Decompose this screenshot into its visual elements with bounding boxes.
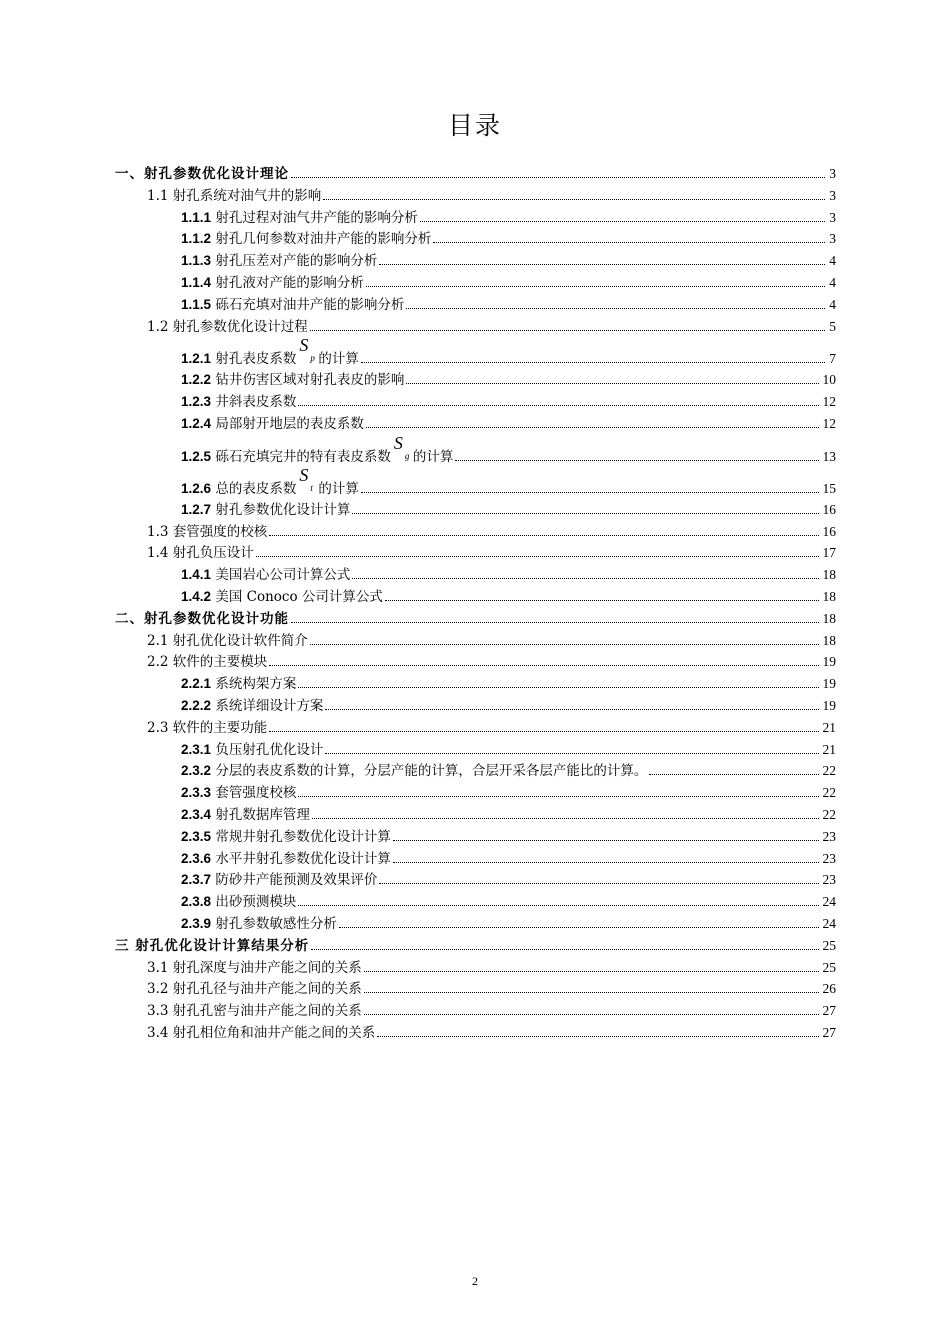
toc-page-number: 10 [822,372,836,388]
toc-entry-title [181,868,377,890]
toc-entry[interactable] [181,337,836,369]
dot-leader [379,264,825,265]
toc-entry-title [181,368,404,390]
math-symbol-base: S [393,432,403,453]
dot-leader [406,383,818,384]
toc-entry-title [181,672,296,694]
toc-entry-title [181,912,337,934]
page-number: 2 [472,1274,478,1288]
toc-entry-label: 3.2 射孔孔径与油井产能之间的关系 [147,981,362,998]
toc-entry[interactable] [147,630,836,651]
toc-entry-title [147,956,362,978]
toc-page-number: 27 [822,1025,836,1040]
toc-entry[interactable] [181,564,836,585]
toc-page-number: 4 [829,253,836,269]
toc-entry-title [181,271,364,293]
toc-entry[interactable] [181,207,836,228]
toc-page-number: 18 [822,567,836,583]
toc-entry-title [147,650,267,672]
toc-entry[interactable] [181,250,836,271]
toc-entry[interactable] [115,608,836,629]
dot-leader [339,927,819,928]
toc-entry[interactable] [181,499,836,520]
toc-page-number: 25 [822,959,836,975]
toc-entry[interactable] [181,804,836,825]
toc-page-number: 23 [822,850,836,866]
toc-page-number: 23 [822,828,836,844]
toc-section-number: 1.2.6 [181,480,212,496]
toc-section-number: 1.1.4 [181,275,212,290]
toc-entry-label: 常规井射孔参数优化设计计算 [215,828,391,845]
toc-section-number: 2.3.9 [181,916,212,931]
toc-entry-label: 系统详细设计方案 [215,698,324,714]
toc-entry-label: 水平井射孔参数优化设计计算 [215,850,391,867]
toc-entry-title [181,694,323,716]
toc-entry-label: 3.1 射孔深度与油井产能之间的关系 [147,959,362,976]
toc-entry-label: 1.1 射孔系统对油气井的影响 [147,187,322,204]
toc-section-number: 1.2.3 [181,394,212,410]
dot-leader [364,971,819,972]
toc-entry-label: 射孔数据库管理 [215,807,310,823]
dot-leader [312,818,819,819]
toc-entry[interactable] [181,782,836,803]
toc-entry-label: 射孔过程对油气井产能的影响分析 [215,209,418,226]
toc-section-number: 2.3.8 [181,894,212,910]
toc-entry-title [115,607,289,629]
toc-entry-title [181,803,310,825]
toc-section-number: 2.3.6 [181,850,212,866]
toc-page-number: 3 [829,187,836,203]
dot-leader [298,905,818,906]
toc-entry[interactable] [181,586,836,607]
toc-entry-title [181,498,350,520]
dot-leader [379,883,818,884]
toc-entry-title [181,464,359,499]
toc-entry-label: 砾石充填完井的特有表皮系数 [215,448,391,465]
toc-entry[interactable] [181,826,836,847]
toc-entry[interactable] [147,521,836,542]
toc-entry-title [181,585,383,607]
dot-leader [361,492,819,493]
toc-entry[interactable] [147,316,836,337]
toc-entry-label: 2.3 软件的主要功能 [147,719,268,736]
toc-section-number: 2.2.2 [181,698,212,713]
toc-entry-title [115,162,289,184]
toc-entry[interactable] [181,228,836,249]
toc-section-number: 1.1.3 [181,253,212,269]
toc-entry-label: 局部射开地层的表皮系数 [215,416,364,432]
toc-page-number: 22 [822,763,836,779]
toc-entry-title [181,390,296,412]
toc-page-number: 19 [822,676,836,692]
toc-entry[interactable] [181,739,836,760]
toc-entry-label: 2.1 射孔优化设计软件简介 [147,632,308,649]
toc-entry-label: 井斜表皮系数 [215,394,297,411]
toc-page-number: 22 [822,785,836,801]
dot-leader [366,286,825,287]
toc-page-number: 21 [822,741,836,757]
toc-page-number: 12 [822,416,836,431]
dot-leader [256,556,819,557]
toc-entry[interactable] [181,673,836,694]
toc-entry-label: 射孔表皮系数 [215,351,297,368]
dot-leader [291,177,825,178]
toc-page-number: 19 [822,654,836,670]
toc-section-number: 2.3.1 [181,741,212,757]
dot-leader [291,622,819,623]
toc-entry[interactable] [147,185,836,206]
dot-leader [311,949,818,950]
dot-leader [310,330,825,331]
toc-entry-label: 1.2 射孔参数优化设计过程 [147,318,308,335]
dot-leader [310,644,819,645]
toc-entry-title [181,337,359,369]
toc-entry-label: 三 射孔优化设计计算结果分析 [115,937,310,954]
toc-entry-title [181,206,418,228]
dot-leader [325,753,818,754]
toc-entry-label: 美国岩心公司计算公式 [215,567,351,584]
toc-entry-label: 系统构架方案 [215,676,297,693]
toc-section-number: 1.2.2 [181,372,212,388]
toc-entry[interactable] [147,1000,836,1021]
toc-entry-label: 防砂井产能预测及效果评价 [215,872,378,889]
dot-leader [269,535,818,536]
dot-leader [325,709,818,710]
dot-leader [364,1014,819,1015]
toc-entry-label-suffix: 的计算 [318,480,359,497]
toc-entry[interactable] [147,542,836,563]
math-symbol [296,464,318,497]
toc-page-number: 3 [829,166,836,181]
toc-entry-title [147,520,267,542]
dot-leader [385,600,819,601]
toc-entry-label: 钻井伤害区域对射孔表皮的影响 [215,372,405,389]
toc-entry[interactable] [147,717,836,738]
toc-entry-label-suffix: 的计算 [318,351,359,368]
math-symbol-subscript: g [404,450,410,461]
toc-entry-label-suffix: 的计算 [412,448,454,465]
toc-entry-title [181,432,454,467]
toc-page-number: 25 [822,937,836,953]
toc-entry[interactable] [147,978,836,999]
toc-entry-label: 分层的表皮系数的计算，分层产能的计算，合层开采各层产能比的计算。 [215,763,648,780]
toc-section-number: 1.2.4 [181,416,212,431]
toc-page-number: 15 [822,480,836,496]
toc-entry-label: 2.2 软件的主要模块 [147,654,268,671]
toc-entry[interactable] [147,957,836,978]
dot-leader [366,427,819,428]
toc-entry-title [147,716,267,738]
math-symbol-base: S [299,335,309,356]
dot-leader [649,774,818,775]
toc-entry-label: 一、射孔参数优化设计理论 [115,166,289,182]
toc-entry-label: 射孔液对产能的影响分析 [215,275,364,291]
dot-leader [269,731,818,732]
toc-page-number: 16 [822,501,836,517]
dot-leader [433,242,825,243]
toc-page-number: 24 [822,894,836,910]
toc-entry-title [181,227,431,249]
toc-entry-title [147,184,321,206]
toc-entry-label: 射孔压差对产能的影响分析 [215,253,378,270]
toc-page-number: 22 [822,807,836,822]
toc-page-number: 4 [829,275,836,290]
toc-entry-title [181,563,350,585]
dot-leader [406,308,825,309]
toc-page-number: 12 [822,394,836,410]
toc-entry-title [147,977,362,999]
toc-entry-title [181,759,647,781]
math-symbol [391,432,413,465]
toc-entry-label: 1.4 射孔负压设计 [147,545,254,562]
toc-entry-label: 射孔参数优化设计计算 [215,501,351,518]
toc-entry-label: 美国 Conoco 公司计算公式 [215,589,383,605]
toc-entry[interactable] [181,695,836,716]
toc-entry-title [147,629,308,651]
dot-leader [352,578,818,579]
dot-leader [361,362,825,363]
toc-entry-label: 出砂预测模块 [215,894,297,911]
toc-entry[interactable] [181,869,836,890]
toc-entry-title [147,541,254,563]
toc-entry[interactable] [181,294,836,315]
toc-entry-label: 射孔参数敏感性分析 [215,916,337,932]
toc-page-number: 16 [822,523,836,539]
toc-section-number: 2.3.7 [181,872,212,888]
toc-entry-label: 3.3 射孔孔密与油井产能之间的关系 [147,1003,362,1020]
toc-page-number: 13 [822,448,836,464]
toc-entry-title [147,1021,375,1043]
dot-leader [364,992,819,993]
toc-entry[interactable] [181,272,836,293]
toc-section-number: 1.2.1 [181,351,212,367]
math-symbol-subscript: t [310,482,313,493]
toc-section-number: 2.3.5 [181,828,212,844]
toc-entry[interactable] [181,464,836,499]
toc-entry[interactable] [147,1022,836,1043]
toc-entry[interactable] [181,369,836,390]
toc-entry[interactable] [181,413,836,434]
toc-page-number: 24 [822,916,836,931]
dot-leader [455,460,818,461]
toc-page-number: 18 [822,589,836,604]
toc-page-number: 17 [822,545,836,561]
toc-section-number: 1.1.5 [181,296,212,312]
toc-entry-title [181,890,296,912]
toc-entry-label: 总的表皮系数 [215,480,297,497]
toc-entry-label: 负压射孔优化设计 [215,741,324,758]
toc-page-number: 3 [829,209,836,225]
toc-entry[interactable] [115,163,836,184]
toc-entry[interactable] [181,891,836,912]
toc-entry[interactable] [115,935,836,956]
dot-leader [352,513,818,514]
toc-section-number: 2.2.1 [181,676,212,692]
toc-section-number: 1.4.2 [181,589,212,604]
toc-entry[interactable] [181,760,836,781]
toc-entry-title [181,781,296,803]
toc-entry[interactable] [181,432,836,467]
math-symbol-base: S [299,464,309,485]
toc-entry-title [147,315,308,337]
toc-entry-title [147,999,362,1021]
toc-entry-label: 砾石充填对油井产能的影响分析 [215,296,405,313]
toc-entry-title [181,412,364,434]
toc-page-number: 21 [822,719,836,735]
math-symbol [296,337,318,367]
toc-page-number: 4 [829,296,836,312]
toc-section-number: 1.1.2 [181,231,212,247]
toc-page-number: 3 [829,231,836,247]
toc-entry-label: 1.3 套管强度的校核 [147,523,268,540]
math-symbol-subscript: p [310,353,315,364]
toc-page-number: 23 [822,872,836,888]
dot-leader [298,405,818,406]
toc-section-number: 1.4.1 [181,567,212,583]
toc-page-number: 18 [822,610,836,626]
toc-section-number: 1.2.5 [181,448,212,464]
toc-page-number: 18 [822,632,836,648]
toc-page-number: 27 [822,1003,836,1019]
toc-page-number: 7 [829,351,836,367]
toc-section-number: 2.3.2 [181,763,212,779]
toc-entry-title [181,825,391,847]
toc-entry-label: 套管强度校核 [215,785,297,802]
toc-entry-title [181,847,391,869]
dot-leader [298,687,818,688]
page-title: 目录 [447,111,502,140]
toc-entry[interactable] [181,391,836,412]
dot-leader [298,796,818,797]
toc-entry-title [181,738,323,760]
dot-leader [393,862,819,863]
toc-section-number: 1.2.7 [181,501,212,517]
dot-leader [377,1036,818,1037]
toc-page-number: 26 [822,981,836,997]
toc-section-number: 1.1.1 [181,209,212,225]
toc-entry-label: 射孔几何参数对油井产能的影响分析 [215,231,432,248]
toc-section-number: 2.3.4 [181,807,212,822]
toc-page-number: 19 [822,698,836,713]
dot-leader [420,221,825,222]
toc-entry-label: 二、射孔参数优化设计功能 [115,610,289,627]
toc-entry[interactable] [181,848,836,869]
toc-entry-title [115,934,309,956]
toc-entry-title [181,249,377,271]
dot-leader [323,199,825,200]
toc-entry[interactable] [181,913,836,934]
toc-entry[interactable] [147,651,836,672]
toc-page-number: 5 [829,318,836,334]
toc-entry-title [181,293,404,315]
dot-leader [393,840,819,841]
toc-section-number: 2.3.3 [181,785,212,801]
dot-leader [269,665,818,666]
toc-entry-label: 3.4 射孔相位角和油井产能之间的关系 [147,1025,376,1041]
